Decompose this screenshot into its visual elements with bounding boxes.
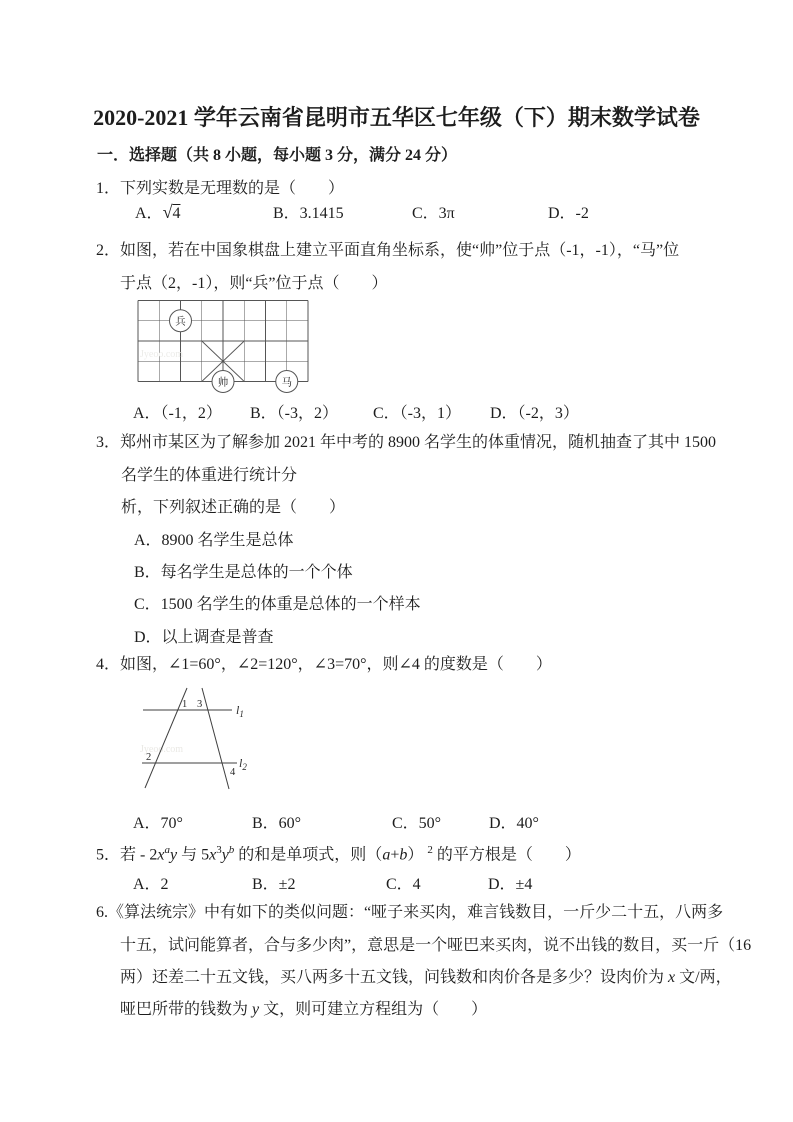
q5-text-part3: 的和是单项式，则（ [234, 846, 383, 864]
q3-option-d: D．以上调查是普查 [134, 629, 274, 646]
q4-option-b: B．60° [252, 815, 302, 832]
question-6-text-line4 [120, 1000, 487, 1020]
q5-var-a: a [382, 846, 391, 864]
q5-text-part5: 的平方根是（ ） [432, 846, 581, 864]
q5-option-a: A．2 [133, 876, 169, 893]
q5-option-b: B．±2 [252, 876, 296, 893]
q5-sup-2: 2 [427, 844, 433, 856]
parallel-lines-figure [138, 686, 250, 792]
q5-var-x1: x [157, 846, 165, 864]
q6-line3-part1: 两）还差二十五文钱，买八两多十五文钱，问钱数和肉价各是多少？设肉价为 [120, 969, 669, 986]
question-2-text-line2: 于点（2，-1），则“兵”位于点（ ） [120, 275, 388, 292]
question-1-options [135, 200, 793, 220]
q6-var-x: x [668, 969, 676, 986]
section-heading: 一．选择题（共 8 小题，每小题 3 分，满分 24 分） [97, 147, 458, 164]
q4-option-d: D．40° [489, 815, 539, 832]
chessboard-figure [137, 299, 309, 395]
chessboard-grid [138, 301, 308, 382]
watermark-text: Jyeoo.com [140, 349, 184, 360]
question-4-text: 4．如图，∠1=60°，∠2=120°，∠3=70°，则∠4 的度数是（ ） [96, 656, 552, 673]
q1-option-a [135, 200, 180, 223]
q5-text-part1: 5．若 - 2 [96, 846, 158, 864]
question-3-text-line3: 析，下列叙述正确的是（ ） [121, 499, 346, 516]
q5-option-c: C．4 [386, 876, 421, 893]
q1-option-d: D．-2 [548, 205, 589, 222]
q5-plus-sign: + [390, 846, 400, 864]
q5-var-b: b [399, 846, 408, 864]
q6-line4-part1: 哑巴所带的钱数为 [120, 1001, 253, 1018]
chess-piece-ma-label: 马 [281, 377, 292, 389]
figure-lines [142, 688, 237, 789]
q2-option-a: A．（-1，2） [133, 405, 222, 422]
q5-sup-b: b [228, 844, 235, 856]
angle-4-label: 4 [230, 767, 236, 778]
q5-text-part2: 与 5 [177, 846, 210, 864]
question-5-options [133, 871, 793, 891]
q1-option-a-label: A． [135, 205, 163, 222]
q6-line3-part2: 文/两， [675, 969, 732, 986]
question-5-text [96, 840, 581, 865]
q3-option-c: C．1500 名学生的体重是总体的一个样本 [134, 596, 421, 613]
question-1-text: 1．下列实数是无理数的是（ ） [96, 180, 345, 197]
line-l2-label: $l_2$ [239, 756, 247, 772]
q2-option-b: B．（-3，2） [250, 405, 339, 422]
q4-option-c: C．50° [392, 815, 442, 832]
question-3-text-line1: 3．郑州市某区为了解参加 2021 年中考的 8900 名学生的体重情况，随机抽查了其中 1500 [96, 434, 717, 451]
q5-option-d: D．±4 [488, 876, 533, 893]
chess-piece-bing-label: 兵 [175, 316, 186, 328]
q5-var-y2: y [221, 846, 229, 864]
q6-var-y: y [252, 1001, 260, 1018]
chess-piece-shuai-label: 帅 [217, 377, 229, 389]
question-6-text-line3 [120, 968, 732, 988]
angle-2-label: 2 [146, 752, 152, 763]
q5-text-part4: ） [407, 846, 424, 864]
line-l1-label: $l_1$ [236, 703, 244, 719]
question-3-text-line2: 名学生的体重进行统计分 [121, 467, 298, 484]
question-6-text-line1: 6.《算法统宗》中有如下的类似问题：“哑子来买肉，难言钱数目，一斤少二十五，八两多 [96, 904, 724, 921]
q3-option-a: A．8900 名学生是总体 [134, 532, 294, 549]
q2-option-c: C．（-3，1） [373, 405, 462, 422]
question-2-options [133, 400, 793, 420]
q5-var-x2: x [209, 846, 217, 864]
q4-option-a: A．70° [133, 815, 183, 832]
q1-option-b: B．3.1415 [273, 205, 344, 222]
question-6-text-line2: 十五，试问能算者，合与多少肉”，意思是一个哑巴来买肉，说不出钱的数目，买一斤（16 [120, 937, 752, 954]
angle-3-label: 3 [197, 699, 203, 710]
q1-option-c: C．3π [412, 205, 455, 222]
q5-var-y1: y [169, 846, 178, 864]
question-4-options [133, 810, 793, 830]
q1-option-a-radicand: 4 [172, 205, 181, 222]
watermark-text: Jyeoo.com [140, 744, 184, 755]
q5-sup-a: a [164, 844, 170, 856]
q5-sup-3: 3 [216, 844, 222, 856]
q3-option-b: B．每名学生是总体的一个个体 [134, 564, 353, 581]
angle-1-label: 1 [182, 699, 188, 710]
question-2-text-line1: 2．如图，若在中国象棋盘上建立平面直角坐标系，使“帅”位于点（-1，-1），“马”位 [96, 242, 680, 259]
q2-option-d: D．（-2，3） [490, 405, 579, 422]
page-title: 2020-2021 学年云南省昆明市五华区七年级（下）期末数学试卷 [93, 105, 700, 130]
sqrt-radical-icon: √ [162, 202, 173, 222]
q6-line4-part2: 文，则可建立方程组为（ ） [259, 1001, 488, 1018]
